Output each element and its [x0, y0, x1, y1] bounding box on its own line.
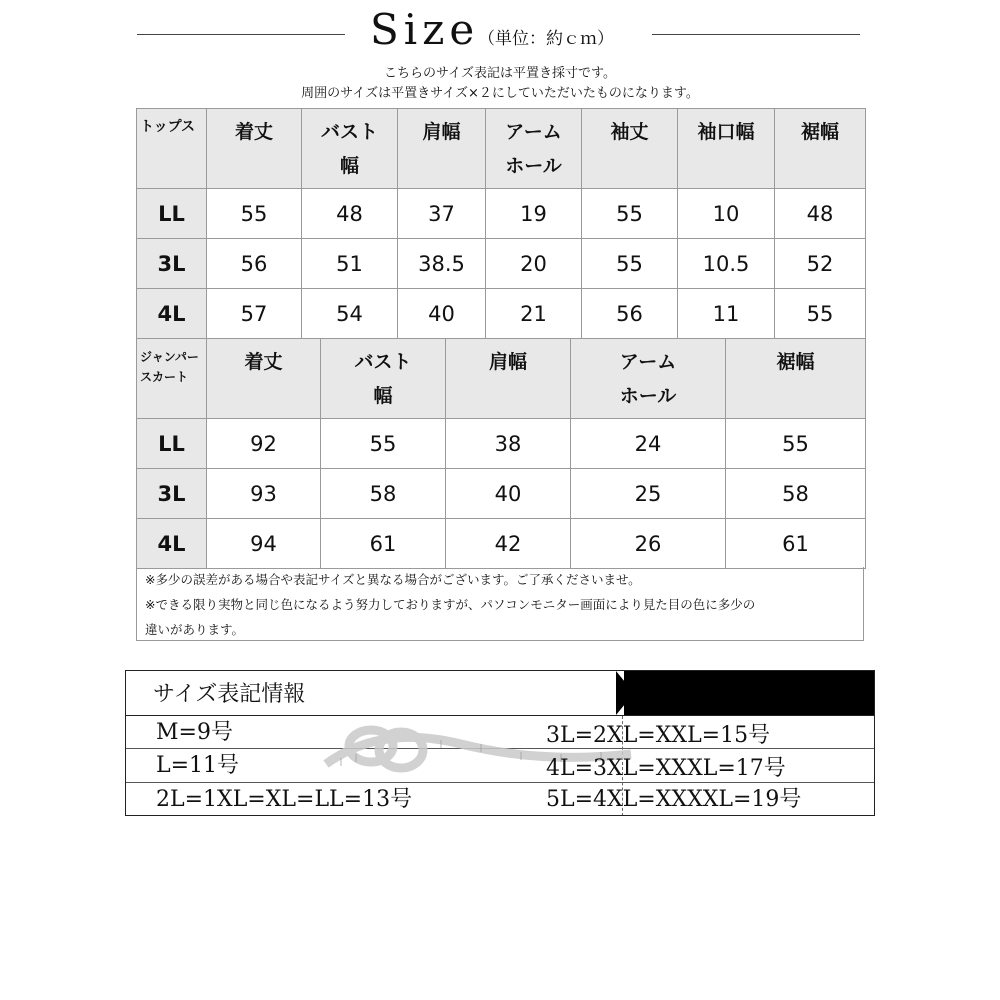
table-cell: 25: [571, 469, 726, 519]
table-row: [137, 519, 866, 569]
table-row: [137, 289, 866, 339]
footnote-color-cont: 違いがあります。: [145, 622, 245, 637]
size-info-header: [126, 671, 874, 715]
table-cell: 11: [678, 289, 775, 339]
size-info-right-1: 4L=3XL=XXXL=17号: [546, 756, 786, 781]
jumper-header-length: 着丈: [207, 339, 321, 419]
table-cell: 38: [446, 419, 571, 469]
table-cell: 37: [398, 189, 486, 239]
size-label: 3L: [137, 239, 207, 289]
size-info-right-0: 3L=2XL=XXL=15号: [546, 723, 771, 748]
size-label: LL: [137, 189, 207, 239]
table-row: [137, 469, 866, 519]
tops-header-shoulder: 肩幅: [398, 109, 486, 189]
table-cell: 58: [321, 469, 446, 519]
table-cell: 10: [678, 189, 775, 239]
table-row: [137, 239, 866, 289]
table-cell: 40: [446, 469, 571, 519]
tops-size-table: [136, 108, 866, 339]
table-cell: 55: [726, 419, 866, 469]
size-info-right-2: 5L=4XL=XXXXL=19号: [546, 787, 802, 812]
jumper-skirt-size-table: [136, 338, 866, 569]
table-cell: 55: [582, 189, 678, 239]
size-info-title: サイズ表記情報: [153, 682, 306, 707]
header-rule-left: [137, 34, 345, 35]
header-rule-right: [652, 34, 860, 35]
size-label: 4L: [137, 289, 207, 339]
table-cell: 51: [302, 239, 398, 289]
size-label: 3L: [137, 469, 207, 519]
tops-header-length: 着丈: [207, 109, 302, 189]
table-cell: 94: [207, 519, 321, 569]
size-info-left-2: 2L=1XL=XL=LL=13号: [156, 787, 413, 812]
size-info-left-0: M=9号: [156, 720, 233, 745]
table-cell: 56: [207, 239, 302, 289]
footnotes: [136, 567, 864, 641]
table-cell: 55: [775, 289, 866, 339]
table-cell: 24: [571, 419, 726, 469]
table-row: [137, 189, 866, 239]
table-cell: 42: [446, 519, 571, 569]
tops-header-bust: バスト 幅: [302, 109, 398, 189]
table-cell: 58: [726, 469, 866, 519]
table-cell: 61: [726, 519, 866, 569]
table-cell: 48: [775, 189, 866, 239]
table-row: [137, 419, 866, 469]
table-cell: 52: [775, 239, 866, 289]
table-cell: 20: [486, 239, 582, 289]
jumper-header-shoulder: 肩幅: [446, 339, 571, 419]
tops-header-sleeve: 袖丈: [582, 109, 678, 189]
size-label: 4L: [137, 519, 207, 569]
table-cell: 40: [398, 289, 486, 339]
table-cell: 38.5: [398, 239, 486, 289]
jumper-header-armhole: アーム ホール: [571, 339, 726, 419]
measure-note: こちらのサイズ表記は平置き採寸です。: [384, 66, 616, 81]
table-cell: 93: [207, 469, 321, 519]
table-cell: 48: [302, 189, 398, 239]
circumference-note: 周囲のサイズは平置きサイズ×２にしていただいたものになります。: [301, 86, 699, 101]
table-cell: 19: [486, 189, 582, 239]
jumper-header-bust: バスト 幅: [321, 339, 446, 419]
table-cell: 21: [486, 289, 582, 339]
jumper-corner-label: ジャンパー スカート: [137, 339, 207, 419]
tops-header-cuff: 袖口幅: [678, 109, 775, 189]
page-title: Size: [370, 5, 480, 54]
tops-corner-label: トップス: [137, 109, 207, 189]
footnote-color: ※できる限り実物と同じ色になるよう努力しておりますが、パソコンモニター画面により見た目の色に多少の: [145, 597, 756, 612]
table-cell: 26: [571, 519, 726, 569]
header-black-band: [624, 671, 874, 715]
footnote-error: ※多少の誤差がある場合や表記サイズと異なる場合がございます。ご了承くださいませ。: [145, 572, 641, 587]
table-cell: 61: [321, 519, 446, 569]
tops-header-hem: 裾幅: [775, 109, 866, 189]
unit-label: （単位：約ｃｍ）: [478, 29, 614, 49]
table-cell: 55: [207, 189, 302, 239]
tops-header-armhole: アーム ホール: [486, 109, 582, 189]
table-cell: 55: [321, 419, 446, 469]
size-info-box: [125, 670, 875, 816]
table-cell: 54: [302, 289, 398, 339]
table-cell: 92: [207, 419, 321, 469]
arrow-icon: [616, 671, 634, 715]
table-cell: 10.5: [678, 239, 775, 289]
table-cell: 56: [582, 289, 678, 339]
jumper-header-hem: 裾幅: [726, 339, 866, 419]
size-label: LL: [137, 419, 207, 469]
table-cell: 55: [582, 239, 678, 289]
table-cell: 57: [207, 289, 302, 339]
size-info-left-1: L=11号: [156, 753, 240, 778]
